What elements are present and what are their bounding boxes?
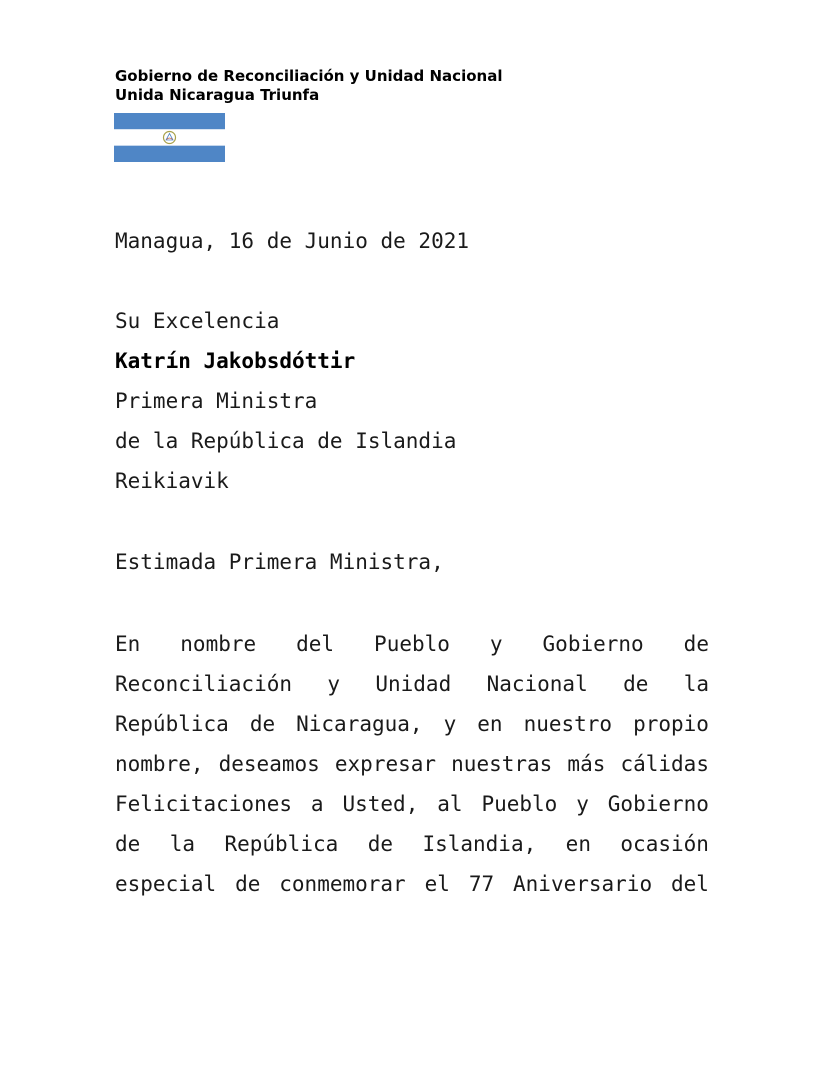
letterhead bbox=[115, 67, 502, 105]
body-word: 77 bbox=[468, 872, 495, 896]
letterhead-government: Gobierno de Reconciliación y Unidad Nacional bbox=[115, 67, 503, 85]
body-word: de bbox=[115, 832, 141, 856]
body-word: nombre, bbox=[115, 752, 204, 776]
body-word: Unidad bbox=[375, 672, 452, 696]
body-word: el bbox=[424, 872, 450, 896]
body-line bbox=[115, 864, 709, 904]
nicaragua-flag-icon bbox=[114, 113, 225, 162]
body-word: nuestras bbox=[451, 752, 553, 776]
body-line bbox=[115, 744, 709, 784]
body-word: al bbox=[437, 792, 463, 816]
body-word: del bbox=[296, 632, 335, 656]
body-word: la bbox=[683, 672, 709, 696]
recipient-position: Primera Ministra bbox=[115, 389, 318, 413]
body-word: más bbox=[567, 752, 606, 776]
body-word: República bbox=[115, 712, 229, 736]
body-word: y bbox=[327, 672, 341, 696]
body-line bbox=[115, 704, 709, 744]
recipient-name: Katrín Jakobsdóttir bbox=[115, 349, 356, 373]
body-line bbox=[115, 824, 709, 864]
body-word: Gobierno bbox=[542, 632, 644, 656]
body-word: República bbox=[224, 832, 339, 856]
body-word: en bbox=[565, 832, 591, 856]
recipient-city: Reikiavik bbox=[115, 469, 229, 493]
date-line: Managua, 16 de Junio de 2021 bbox=[115, 229, 470, 253]
body-word: de bbox=[623, 672, 649, 696]
flag-top-stripe bbox=[114, 113, 225, 129]
body-line bbox=[115, 664, 709, 704]
body-word: Usted, bbox=[342, 792, 419, 816]
body-word: y bbox=[576, 792, 589, 816]
body-word: deseamos bbox=[218, 752, 320, 776]
greeting: Estimada Primera Ministra, bbox=[115, 550, 444, 574]
body-word: de bbox=[683, 632, 709, 656]
body-word: Islandia, bbox=[422, 832, 537, 856]
body-word: en bbox=[477, 712, 503, 736]
letterhead-slogan: Unida Nicaragua Triunfa bbox=[115, 86, 320, 104]
body-word: nuestro bbox=[523, 712, 613, 736]
letter-body bbox=[115, 624, 709, 904]
body-word: propio bbox=[633, 712, 709, 736]
body-word: Nacional bbox=[486, 672, 588, 696]
body-word: Gobierno bbox=[607, 792, 709, 816]
body-word: Nicaragua, bbox=[296, 712, 423, 736]
body-word: Pueblo bbox=[481, 792, 558, 816]
body-word: de bbox=[367, 832, 393, 856]
body-word: de bbox=[235, 872, 261, 896]
body-word: cálidas bbox=[620, 752, 709, 776]
body-line bbox=[115, 624, 709, 664]
body-line bbox=[115, 784, 709, 824]
body-word: la bbox=[169, 832, 196, 856]
body-word: Pueblo bbox=[374, 632, 450, 656]
body-word: y bbox=[489, 632, 503, 656]
body-word: y bbox=[443, 712, 457, 736]
body-word: expresar bbox=[334, 752, 437, 776]
body-word: Felicitaciones bbox=[115, 792, 293, 816]
body-word: especial bbox=[115, 872, 217, 896]
body-word: del bbox=[671, 872, 709, 896]
body-word: nombre bbox=[180, 632, 257, 656]
body-word: ocasión bbox=[620, 832, 709, 856]
body-word: de bbox=[249, 712, 276, 736]
flag-bottom-stripe bbox=[114, 146, 225, 162]
recipient-country: de la República de Islandia bbox=[115, 429, 457, 453]
body-word: a bbox=[310, 792, 324, 816]
recipient-honorific: Su Excelencia bbox=[115, 309, 280, 333]
body-word: Aniversario bbox=[513, 872, 653, 896]
body-word: Reconciliación bbox=[115, 672, 293, 696]
body-word: En bbox=[115, 632, 141, 656]
body-word: conmemorar bbox=[279, 872, 406, 896]
